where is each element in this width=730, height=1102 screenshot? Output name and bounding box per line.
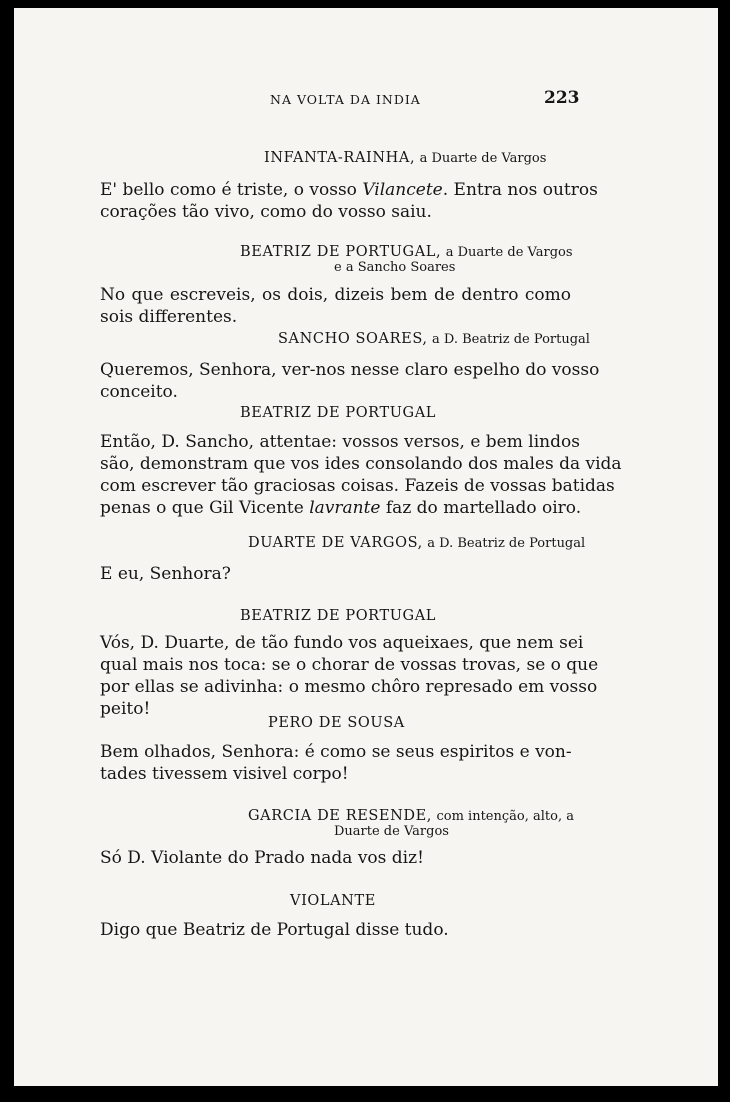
text-run: Digo que Beatriz de Portugal disse tudo. <box>100 920 449 940</box>
text-line <box>100 563 571 585</box>
text-run: Bem olhados, Senhora: é como se seus espiritos e von- <box>100 742 572 762</box>
speaker-name: VIOLANTE <box>290 893 376 909</box>
speaker-heading <box>278 331 590 347</box>
text-line <box>100 431 580 453</box>
text-line <box>100 306 571 328</box>
running-title: NA VOLTA DA INDIA <box>270 92 421 107</box>
scan-edge <box>718 0 730 1102</box>
speech-paragraph <box>100 632 599 720</box>
text-line <box>100 201 571 223</box>
page-number: 223 <box>544 88 580 108</box>
speaker-addressee: a Duarte de Vargos <box>445 245 573 260</box>
text-run: por ellas se adivinha: o mesmo chôro represado em vosso <box>100 677 598 697</box>
text-run: E eu, Senhora? <box>100 564 231 584</box>
text-run: . Entra nos outros <box>442 180 598 200</box>
text-line <box>100 453 622 475</box>
text-run: Só D. Violante do Prado nada vos diz! <box>100 848 424 868</box>
text-line <box>100 475 615 497</box>
text-line <box>100 179 598 201</box>
text-run: penas o que Gil Vicente <box>100 498 310 518</box>
speaker-name: GARCIA DE RESENDE, <box>248 808 433 824</box>
speaker-heading <box>264 150 546 166</box>
speaker-heading <box>248 808 574 824</box>
text-line <box>100 847 571 869</box>
text-run: No que escreveis, os dois, dizeis bem de dentro como <box>100 285 571 305</box>
speaker-addressee-line2: Duarte de Vargos <box>334 824 449 839</box>
speaker-addressee-line2: e a Sancho Soares <box>334 260 456 275</box>
speech-paragraph <box>100 284 571 328</box>
speaker-heading <box>240 405 436 421</box>
speaker-heading <box>290 893 376 909</box>
text-run: faz do martellado oiro. <box>380 498 582 518</box>
text-run: são, demonstram que vos ides consolando dos males da vida <box>100 454 622 474</box>
text-run: qual mais nos toca: se o chorar de vossas trovas, se o que <box>100 655 599 675</box>
speech-paragraph <box>100 741 571 785</box>
text-run: conceito. <box>100 382 178 402</box>
text-line <box>100 763 571 785</box>
text-run: tades tivessem visivel corpo! <box>100 764 349 784</box>
italic-text: Vilancete <box>362 180 443 200</box>
speaker-heading <box>240 608 436 624</box>
text-run: Então, D. Sancho, attentae: vossos versos, e bem lindos <box>100 432 580 452</box>
italic-text: lavrante <box>309 498 381 518</box>
speech-paragraph <box>100 431 622 519</box>
text-line <box>100 654 599 676</box>
speaker-name: SANCHO SOARES, <box>278 331 428 347</box>
speaker-heading <box>248 535 585 551</box>
text-run: Vós, D. Duarte, de tão fundo vos aqueixaes, que nem sei <box>100 633 584 653</box>
speaker-addressee: com intenção, alto, a <box>436 809 574 824</box>
speaker-name: INFANTA-RAINHA, <box>264 150 416 166</box>
text-run: peito! <box>100 699 151 719</box>
text-line <box>100 497 582 519</box>
speech-paragraph <box>100 359 600 403</box>
speaker-heading <box>268 715 405 731</box>
speaker-name: BEATRIZ DE PORTUGAL <box>240 405 437 421</box>
speaker-name: BEATRIZ DE PORTUGAL <box>240 608 437 624</box>
text-line <box>100 632 584 654</box>
text-run: sois differentes. <box>100 307 238 327</box>
speech-paragraph <box>100 847 571 869</box>
speaker-heading <box>240 244 573 260</box>
text-line <box>100 676 598 698</box>
speaker-name: PERO DE SOUSA <box>268 715 405 731</box>
speaker-addressee: a D. Beatriz de Portugal <box>432 332 590 347</box>
speaker-name: DUARTE DE VARGOS, <box>248 535 423 551</box>
text-run: E' bello como é triste, o vosso <box>100 180 363 200</box>
text-run: Queremos, Senhora, ver-nos nesse claro espelho do vosso <box>100 360 600 380</box>
text-run: com escrever tão graciosas coisas. Fazeis de vossas batidas <box>100 476 615 496</box>
text-line <box>100 381 571 403</box>
speaker-name: BEATRIZ DE PORTUGAL, <box>240 244 442 260</box>
speech-paragraph <box>100 919 571 941</box>
speaker-addressee: a D. Beatriz de Portugal <box>427 536 586 551</box>
speaker-addressee: a Duarte de Vargos <box>419 151 547 166</box>
text-line <box>100 741 571 763</box>
book-page <box>14 8 718 1086</box>
text-line <box>100 359 600 381</box>
speech-paragraph <box>100 179 598 223</box>
text-line <box>100 919 571 941</box>
text-run: corações tão vivo, como do vosso saiu. <box>100 202 432 222</box>
speech-paragraph <box>100 563 571 585</box>
text-line <box>100 284 571 306</box>
